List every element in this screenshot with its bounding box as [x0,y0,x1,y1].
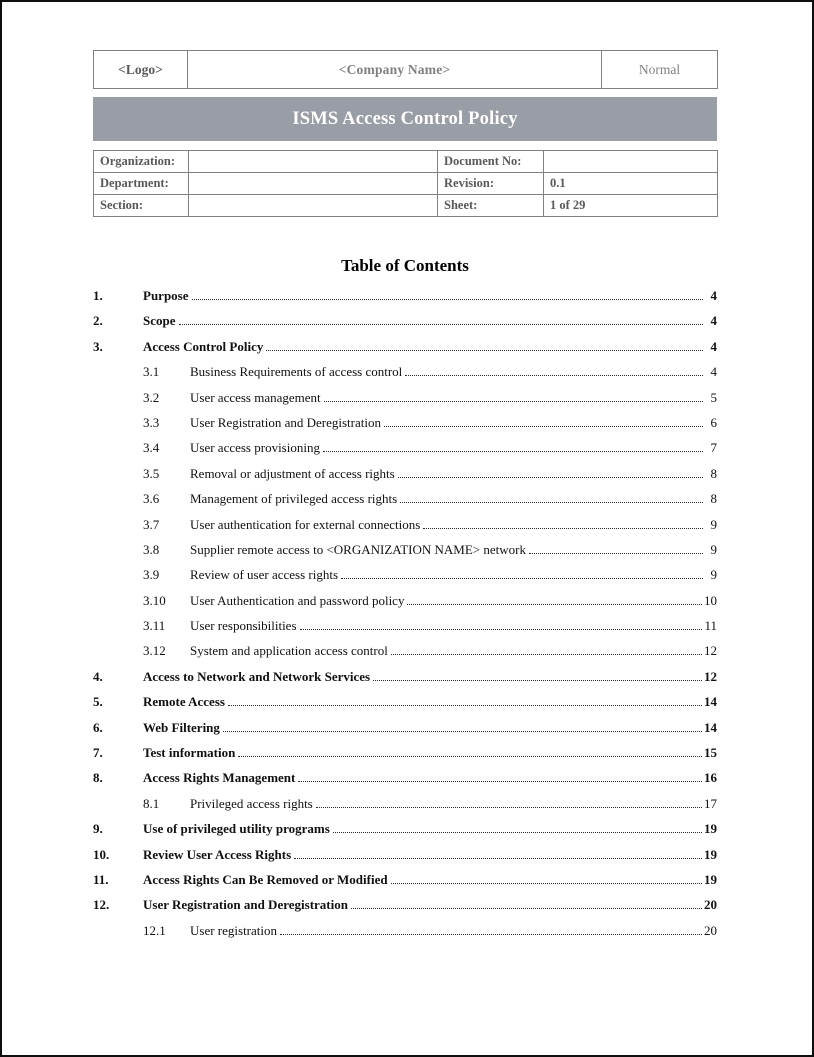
info-row-1 [94,151,718,173]
toc-entry-label: User Registration and Deregistration [143,897,348,913]
toc-entry-label: User access management [190,389,321,405]
toc-entry-page-number: 5 [710,389,717,405]
toc-entry[interactable] [93,872,717,897]
toc-entry-number: 3.11 [143,618,166,634]
toc-entry-label: System and application access control [190,643,388,659]
document-no-label: Document No: [438,151,544,173]
toc-entry-page-number: 4 [710,338,717,354]
toc-entry[interactable] [93,390,717,415]
toc-entry-page-number: 14 [704,694,717,710]
document-no-value [544,151,718,173]
toc-entry[interactable] [93,567,717,592]
classification-label: Normal [602,51,718,89]
department-value [189,173,438,195]
toc-entry-number: 9. [93,821,103,837]
toc-dot-leader [316,807,702,808]
toc-entry[interactable] [93,415,717,440]
toc-entry-label: Privileged access rights [190,795,313,811]
company-name-placeholder: <Company Name> [188,51,602,89]
toc-entry-number: 12. [93,897,110,913]
toc-entry-page-number: 4 [710,364,717,380]
toc-entry-page-number: 9 [710,516,717,532]
toc-entry-label: Access Control Policy [143,338,264,354]
toc-entry-label: Supplier remote access to <ORGANIZATION NAME> network [190,541,526,557]
toc-entry-label: Removal or adjustment of access rights [190,465,395,481]
info-row-3 [94,195,718,217]
toc-entry-page-number: 8 [710,491,717,507]
toc-dot-leader [529,553,703,554]
toc-dot-leader [280,934,702,935]
department-label: Department: [94,173,189,195]
toc-entry-page-number: 15 [704,745,717,761]
toc-entry[interactable] [93,440,717,465]
toc-entry-label: Review User Access Rights [143,846,292,862]
toc-entry-page-number: 19 [704,821,717,837]
toc-dot-leader [300,629,703,630]
toc-dot-leader [228,705,702,706]
logo-placeholder: <Logo> [94,51,188,89]
toc-entry[interactable] [93,618,717,643]
toc-entry-label: Access Rights Management [143,770,296,786]
toc-dot-leader [266,350,703,351]
toc-entry-page-number: 19 [704,846,717,862]
toc-entry-number: 3.5 [143,465,160,481]
toc-entry-page-number: 4 [710,288,717,303]
toc-entry-label: Purpose [143,288,189,303]
toc-dot-leader [238,756,702,757]
toc-dot-leader [423,528,703,529]
toc-dot-leader [333,832,702,833]
revision-value: 0.1 [544,173,718,195]
toc-entry-number: 8. [93,770,103,786]
toc-entry-label: Scope [143,313,176,329]
toc-entry[interactable] [93,313,717,338]
sheet-label: Sheet: [438,195,544,217]
toc-entry-label: User Authentication and password policy [190,592,405,608]
info-row-2 [94,173,718,195]
toc-entry[interactable] [93,745,717,770]
document-title-banner [93,97,717,141]
toc-entry-label: Remote Access [143,694,225,710]
toc-entry-number: 3.8 [143,541,160,557]
toc-entry-page-number: 7 [710,440,717,456]
toc-entry-label: Test information [143,745,236,761]
toc-entry-page-number: 17 [704,795,717,811]
toc-entry-number: 3.7 [143,516,160,532]
toc-entry[interactable] [93,517,717,542]
table-of-contents [93,288,717,948]
revision-label: Revision: [438,173,544,195]
toc-entry-number: 1. [93,288,103,303]
toc-entry-label: User responsibilities [190,618,297,634]
toc-entry-page-number: 9 [710,541,717,557]
toc-dot-leader [400,502,703,503]
toc-entry-page-number: 10 [704,592,717,608]
toc-entry-number: 7. [93,745,103,761]
toc-dot-leader [391,883,702,884]
toc-entry-number: 2. [93,313,103,329]
toc-entry[interactable] [93,720,717,745]
toc-entry[interactable] [93,847,717,872]
toc-entry-label: Access to Network and Network Services [143,668,371,684]
toc-entry-number: 5. [93,694,103,710]
toc-entry[interactable] [93,542,717,567]
toc-dot-leader [398,477,703,478]
toc-entry-page-number: 6 [710,414,717,430]
toc-entry-label: User registration [190,922,278,938]
toc-dot-leader [351,908,702,909]
toc-entry-label: Management of privileged access rights [190,491,398,507]
toc-entry-label: User Registration and Deregistration [190,414,381,430]
toc-dot-leader [407,604,702,605]
toc-entry-page-number: 4 [710,313,717,329]
toc-dot-leader [192,299,704,300]
toc-heading: Table of Contents [341,256,469,275]
toc-entry[interactable] [93,897,717,922]
toc-entry-label: Web Filtering [143,719,220,735]
toc-entry-number: 3.12 [143,643,166,659]
toc-dot-leader [384,426,703,427]
toc-dot-leader [373,680,702,681]
toc-dot-leader [223,731,702,732]
toc-dot-leader [179,324,704,325]
toc-entry-page-number: 20 [704,897,717,913]
toc-entry-page-number: 8 [710,465,717,481]
toc-entry-number: 11. [93,871,109,887]
toc-entry-number: 3.9 [143,567,160,583]
toc-entry-number: 3.2 [143,389,160,405]
toc-entry-page-number: 9 [710,567,717,583]
toc-entry[interactable] [93,288,717,313]
document-info-table [93,150,718,217]
toc-entry[interactable] [93,466,717,491]
section-label: Section: [94,195,189,217]
toc-dot-leader [405,375,703,376]
toc-entry-page-number: 16 [704,770,717,786]
document-title: ISMS Access Control Policy [292,108,518,129]
toc-entry[interactable] [93,694,717,719]
toc-entry[interactable] [93,669,717,694]
organization-value [189,151,438,173]
document-header-table [93,50,718,89]
toc-entry-label: Access Rights Can Be Removed or Modified [143,871,388,887]
toc-entry-number: 10. [93,846,110,862]
toc-entry-number: 4. [93,668,103,684]
toc-entry-number: 3.6 [143,491,160,507]
toc-entry[interactable] [93,770,717,795]
toc-entry-page-number: 14 [704,719,717,735]
toc-entry-page-number: 11 [704,618,717,634]
toc-entry-number: 6. [93,719,103,735]
toc-entry-label: User access provisioning [190,440,320,456]
sheet-value: 1 of 29 [544,195,718,217]
toc-dot-leader [324,401,703,402]
toc-entry-number: 3.4 [143,440,160,456]
toc-entry[interactable] [93,364,717,389]
section-value [189,195,438,217]
toc-entry-page-number: 12 [704,643,717,659]
toc-entry-label: Business Requirements of access control [190,364,403,380]
toc-entry[interactable] [93,821,717,846]
toc-entry-number: 3.3 [143,414,160,430]
toc-entry[interactable] [93,593,717,618]
toc-entry[interactable] [93,339,717,364]
toc-entry-number: 12.1 [143,922,166,938]
toc-entry-page-number: 20 [704,922,717,938]
toc-dot-leader [391,654,702,655]
toc-entry-label: Use of privileged utility programs [143,821,330,837]
toc-entry[interactable] [93,796,717,821]
toc-entry-number: 3.10 [143,592,166,608]
toc-entry-number: 3.1 [143,364,160,380]
organization-label: Organization: [94,151,189,173]
toc-entry-number: 3. [93,338,103,354]
toc-entry-label: User authentication for external connections [190,516,421,532]
toc-entry[interactable] [93,643,717,668]
toc-entry-number: 8.1 [143,795,160,811]
toc-dot-leader [323,451,703,452]
toc-entry[interactable] [93,491,717,516]
toc-dot-leader [341,578,703,579]
toc-entry-page-number: 19 [704,871,717,887]
toc-entry[interactable] [93,923,717,948]
toc-entry-label: Review of user access rights [190,567,339,583]
toc-dot-leader [298,781,702,782]
toc-entry-page-number: 12 [704,668,717,684]
page-content [93,50,717,948]
toc-dot-leader [294,858,702,859]
